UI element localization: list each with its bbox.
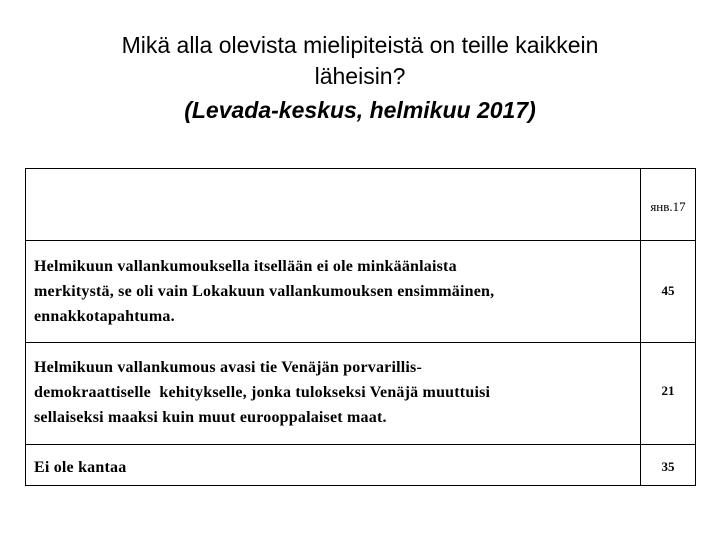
slide-title: [0, 30, 720, 126]
title-line-1: Mikä alla olevista mielipiteistä on teille kaikkein: [121, 32, 599, 58]
survey-table: [25, 168, 696, 486]
table-row: [26, 343, 695, 445]
table-row: [26, 445, 695, 485]
row-label: [34, 254, 630, 329]
row-label-line: sellaiseksi maaksi kuin muut eurooppalaiset maat.: [34, 409, 387, 426]
title-source: (Levada-keskus, helmikuu 2017): [184, 97, 536, 123]
row-label-line: demokraattiselle kehitykselle, jonka tulokseksi Venäjä muuttuisi: [34, 384, 491, 401]
row-label-line: Helmikuun vallankumouksella itsellään ei ole minkäänlaista: [34, 258, 457, 275]
row-value: 45: [661, 283, 675, 298]
header-period-cell: янв.17: [650, 199, 686, 214]
row-value: 35: [661, 459, 675, 474]
row-value: 21: [661, 383, 675, 398]
table-row: [26, 241, 695, 343]
row-label: [34, 455, 630, 480]
row-label-line: ennakkotapahtuma.: [34, 308, 175, 325]
row-label-line: Ei ole kantaa: [34, 459, 127, 476]
table-header-row: [26, 169, 695, 241]
row-label-line: Helmikuun vallankumous avasi tie Venäjän porvarillis-: [34, 359, 423, 376]
title-line-2: läheisin?: [314, 63, 406, 89]
row-label: [34, 355, 630, 430]
row-label-line: merkitystä, se oli vain Lokakuun vallankumouksen ensimmäinen,: [34, 283, 495, 300]
